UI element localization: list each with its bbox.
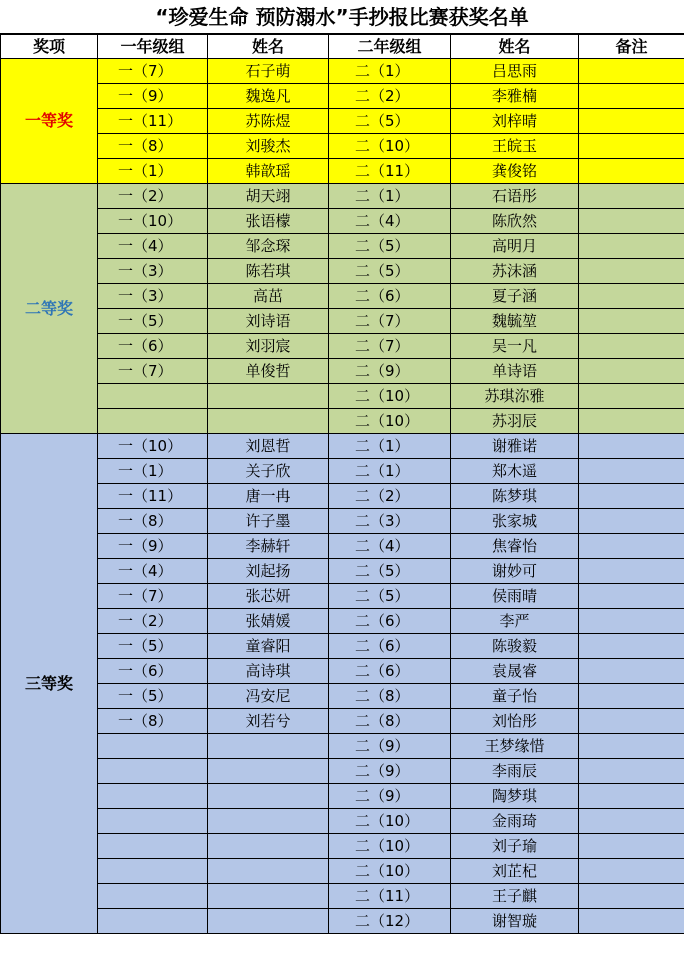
grade1-name-cell[interactable]: 许子墨 [208, 509, 329, 534]
grade1-name-cell[interactable]: 张婧媛 [208, 609, 329, 634]
grade1-class-cell[interactable]: 一（11） [98, 109, 208, 134]
grade1-name-cell[interactable]: 刘骏杰 [208, 134, 329, 159]
grade1-class-cell[interactable]: 一（10） [98, 434, 208, 459]
table-row [1, 684, 684, 709]
grade2-class-cell[interactable]: 二（9） [329, 734, 451, 759]
header-name1[interactable]: 姓名 [208, 35, 329, 59]
grade1-name-cell[interactable] [208, 809, 329, 834]
grade2-name-cell[interactable]: 龚俊铭 [451, 159, 579, 184]
table-row [1, 659, 684, 684]
award-level-cell[interactable]: 三等奖 [1, 434, 98, 934]
grade1-class-cell[interactable]: 一（3） [98, 259, 208, 284]
grade2-class-cell[interactable]: 二（1） [329, 59, 451, 84]
table-row [1, 109, 684, 134]
table-row [1, 159, 684, 184]
grade2-class-cell[interactable]: 二（3） [329, 509, 451, 534]
grade2-class-cell[interactable]: 二（4） [329, 209, 451, 234]
grade1-class-cell[interactable] [98, 859, 208, 884]
grade1-class-cell[interactable] [98, 909, 208, 934]
table-row [1, 709, 684, 734]
grade2-class-cell[interactable]: 二（1） [329, 184, 451, 209]
grade2-class-cell[interactable]: 二（9） [329, 359, 451, 384]
grade1-class-cell[interactable] [98, 384, 208, 409]
grade1-name-cell[interactable] [208, 734, 329, 759]
remark-cell[interactable] [579, 634, 684, 659]
table-row [1, 784, 684, 809]
table-row [1, 334, 684, 359]
remark-cell[interactable] [579, 534, 684, 559]
grade2-class-cell[interactable]: 二（2） [329, 84, 451, 109]
grade1-class-cell[interactable] [98, 809, 208, 834]
grade1-name-cell[interactable]: 刘羽宸 [208, 334, 329, 359]
grade1-class-cell[interactable] [98, 734, 208, 759]
grade1-name-cell[interactable]: 李赫轩 [208, 534, 329, 559]
table-row [1, 184, 684, 209]
table-row [1, 309, 684, 334]
grade1-name-cell[interactable]: 石子萌 [208, 59, 329, 84]
grade2-name-cell[interactable]: 谢雅诺 [451, 434, 579, 459]
remark-cell[interactable] [579, 459, 684, 484]
grade2-class-cell[interactable]: 二（10） [329, 409, 451, 434]
grade1-name-cell[interactable]: 高茁 [208, 284, 329, 309]
grade1-name-cell[interactable]: 高诗琪 [208, 659, 329, 684]
grade1-class-cell[interactable] [98, 759, 208, 784]
remark-cell[interactable] [579, 484, 684, 509]
grade2-name-cell[interactable]: 魏毓堃 [451, 309, 579, 334]
table-row [1, 384, 684, 409]
grade1-name-cell[interactable]: 韩歆瑶 [208, 159, 329, 184]
grade2-name-cell[interactable]: 陶梦琪 [451, 784, 579, 809]
grade2-class-cell[interactable]: 二（2） [329, 484, 451, 509]
grade2-name-cell[interactable]: 王皖玉 [451, 134, 579, 159]
grade1-name-cell[interactable] [208, 884, 329, 909]
grade1-name-cell[interactable]: 童睿阳 [208, 634, 329, 659]
grade1-name-cell[interactable]: 张芯妍 [208, 584, 329, 609]
grade2-name-cell[interactable]: 谢妙可 [451, 559, 579, 584]
grade2-name-cell[interactable]: 刘怡彤 [451, 709, 579, 734]
remark-cell[interactable] [579, 209, 684, 234]
grade2-name-cell[interactable]: 夏子涵 [451, 284, 579, 309]
grade2-name-cell[interactable]: 王梦缘惜 [451, 734, 579, 759]
grade1-name-cell[interactable]: 陈若琪 [208, 259, 329, 284]
grade1-class-cell[interactable]: 一（2） [98, 609, 208, 634]
grade2-class-cell[interactable]: 二（5） [329, 559, 451, 584]
remark-cell[interactable] [579, 334, 684, 359]
grade1-class-cell[interactable]: 一（5） [98, 684, 208, 709]
grade1-class-cell[interactable]: 一（10） [98, 209, 208, 234]
grade1-name-cell[interactable] [208, 834, 329, 859]
grade1-class-cell[interactable]: 一（7） [98, 584, 208, 609]
header-award[interactable]: 奖项 [1, 35, 98, 59]
table-row [1, 884, 684, 909]
grade1-class-cell[interactable]: 一（6） [98, 334, 208, 359]
grade2-class-cell[interactable]: 二（8） [329, 684, 451, 709]
remark-cell[interactable] [579, 409, 684, 434]
table-row [1, 909, 684, 934]
header-row [1, 35, 684, 59]
grade2-name-cell[interactable]: 苏琪沵雅 [451, 384, 579, 409]
remark-cell[interactable] [579, 359, 684, 384]
grade1-name-cell[interactable]: 苏陈煜 [208, 109, 329, 134]
grade2-class-cell[interactable]: 二（5） [329, 584, 451, 609]
remark-cell[interactable] [579, 859, 684, 884]
grade1-class-cell[interactable]: 一（1） [98, 159, 208, 184]
grade2-class-cell[interactable]: 二（6） [329, 659, 451, 684]
grade2-name-cell[interactable]: 李严 [451, 609, 579, 634]
grade1-class-cell[interactable]: 一（8） [98, 509, 208, 534]
header-remark[interactable]: 备注 [579, 35, 684, 59]
grade2-name-cell[interactable]: 苏羽辰 [451, 409, 579, 434]
table-row [1, 359, 684, 384]
grade1-name-cell[interactable]: 邹念琛 [208, 234, 329, 259]
remark-cell[interactable] [579, 509, 684, 534]
grade1-name-cell[interactable]: 胡天翊 [208, 184, 329, 209]
grade2-class-cell[interactable]: 二（5） [329, 109, 451, 134]
grade1-name-cell[interactable] [208, 759, 329, 784]
award-table [0, 34, 684, 934]
grade2-name-cell[interactable]: 苏沫涵 [451, 259, 579, 284]
remark-cell[interactable] [579, 434, 684, 459]
grade2-class-cell[interactable]: 二（6） [329, 284, 451, 309]
grade2-name-cell[interactable]: 金雨琦 [451, 809, 579, 834]
grade2-class-cell[interactable]: 二（11） [329, 159, 451, 184]
grade1-name-cell[interactable]: 单俊哲 [208, 359, 329, 384]
grade1-class-cell[interactable] [98, 884, 208, 909]
remark-cell[interactable] [579, 784, 684, 809]
grade2-name-cell[interactable]: 袁晟睿 [451, 659, 579, 684]
table-row [1, 259, 684, 284]
grade1-name-cell[interactable] [208, 859, 329, 884]
grade1-name-cell[interactable]: 关子欣 [208, 459, 329, 484]
grade2-name-cell[interactable]: 焦睿怡 [451, 534, 579, 559]
remark-cell[interactable] [579, 309, 684, 334]
grade2-class-cell[interactable]: 二（8） [329, 709, 451, 734]
grade2-class-cell[interactable]: 二（5） [329, 259, 451, 284]
grade1-class-cell[interactable]: 一（4） [98, 234, 208, 259]
remark-cell[interactable] [579, 684, 684, 709]
award-level-cell[interactable]: 二等奖 [1, 184, 98, 434]
grade1-class-cell[interactable]: 一（8） [98, 134, 208, 159]
table-row [1, 734, 684, 759]
table-row [1, 634, 684, 659]
grade2-class-cell[interactable]: 二（1） [329, 459, 451, 484]
grade1-name-cell[interactable] [208, 384, 329, 409]
table-body [1, 59, 684, 934]
grade2-name-cell[interactable]: 单诗语 [451, 359, 579, 384]
grade2-class-cell[interactable]: 二（9） [329, 759, 451, 784]
remark-cell[interactable] [579, 659, 684, 684]
grade2-class-cell[interactable]: 二（7） [329, 309, 451, 334]
grade1-class-cell[interactable]: 一（9） [98, 84, 208, 109]
grade2-class-cell[interactable]: 二（10） [329, 384, 451, 409]
page-title: “珍爱生命 预防溺水”手抄报比赛获奖名单 [0, 0, 684, 34]
remark-cell[interactable] [579, 159, 684, 184]
grade1-class-cell[interactable]: 一（2） [98, 184, 208, 209]
grade2-name-cell[interactable]: 侯雨晴 [451, 584, 579, 609]
table-row [1, 234, 684, 259]
header-grade1[interactable]: 一年级组 [98, 35, 208, 59]
grade2-name-cell[interactable]: 张家城 [451, 509, 579, 534]
grade1-name-cell[interactable]: 唐一冉 [208, 484, 329, 509]
grade2-class-cell[interactable]: 二（12） [329, 909, 451, 934]
grade2-class-cell[interactable]: 二（6） [329, 609, 451, 634]
table-row [1, 609, 684, 634]
remark-cell[interactable] [579, 809, 684, 834]
grade2-class-cell[interactable]: 二（1） [329, 434, 451, 459]
remark-cell[interactable] [579, 884, 684, 909]
grade1-class-cell[interactable]: 一（1） [98, 459, 208, 484]
grade1-name-cell[interactable]: 刘恩哲 [208, 434, 329, 459]
table-row [1, 809, 684, 834]
grade1-name-cell[interactable]: 刘诗语 [208, 309, 329, 334]
grade1-name-cell[interactable] [208, 784, 329, 809]
grade1-name-cell[interactable] [208, 909, 329, 934]
grade1-name-cell[interactable]: 刘若兮 [208, 709, 329, 734]
grade2-class-cell[interactable]: 二（4） [329, 534, 451, 559]
table-row [1, 484, 684, 509]
table-row [1, 59, 684, 84]
grade2-name-cell[interactable]: 刘芷杞 [451, 859, 579, 884]
grade1-class-cell[interactable]: 一（4） [98, 559, 208, 584]
grade2-class-cell[interactable]: 二（10） [329, 134, 451, 159]
remark-cell[interactable] [579, 609, 684, 634]
grade2-name-cell[interactable]: 李雅楠 [451, 84, 579, 109]
header-name2[interactable]: 姓名 [451, 35, 579, 59]
table-row [1, 759, 684, 784]
grade2-name-cell[interactable]: 吴一凡 [451, 334, 579, 359]
remark-cell[interactable] [579, 759, 684, 784]
grade2-name-cell[interactable]: 刘子瑜 [451, 834, 579, 859]
table-row [1, 134, 684, 159]
grade1-class-cell[interactable]: 一（7） [98, 59, 208, 84]
grade1-class-cell[interactable] [98, 834, 208, 859]
table-row [1, 209, 684, 234]
grade1-name-cell[interactable]: 魏逸凡 [208, 84, 329, 109]
grade2-class-cell[interactable]: 二（9） [329, 784, 451, 809]
grade2-name-cell[interactable]: 高明月 [451, 234, 579, 259]
remark-cell[interactable] [579, 384, 684, 409]
grade2-name-cell[interactable]: 郑木遥 [451, 459, 579, 484]
remark-cell[interactable] [579, 284, 684, 309]
table-row [1, 534, 684, 559]
table-row [1, 459, 684, 484]
grade2-class-cell[interactable]: 二（10） [329, 809, 451, 834]
remark-cell[interactable] [579, 184, 684, 209]
remark-cell[interactable] [579, 734, 684, 759]
grade1-class-cell[interactable]: 一（7） [98, 359, 208, 384]
grade2-name-cell[interactable]: 陈梦琪 [451, 484, 579, 509]
grade1-class-cell[interactable]: 一（5） [98, 309, 208, 334]
remark-cell[interactable] [579, 709, 684, 734]
grade2-class-cell[interactable]: 二（7） [329, 334, 451, 359]
grade2-name-cell[interactable]: 陈骏毅 [451, 634, 579, 659]
remark-cell[interactable] [579, 59, 684, 84]
grade1-class-cell[interactable]: 一（9） [98, 534, 208, 559]
grade1-name-cell[interactable]: 刘起扬 [208, 559, 329, 584]
grade2-class-cell[interactable]: 二（6） [329, 634, 451, 659]
grade2-class-cell[interactable]: 二（5） [329, 234, 451, 259]
grade2-class-cell[interactable]: 二（10） [329, 859, 451, 884]
grade1-class-cell[interactable]: 一（11） [98, 484, 208, 509]
remark-cell[interactable] [579, 84, 684, 109]
grade1-class-cell[interactable]: 一（5） [98, 634, 208, 659]
grade2-class-cell[interactable]: 二（10） [329, 834, 451, 859]
grade2-name-cell[interactable]: 李雨辰 [451, 759, 579, 784]
remark-cell[interactable] [579, 909, 684, 934]
grade2-name-cell[interactable]: 刘梓晴 [451, 109, 579, 134]
grade2-name-cell[interactable]: 谢智璇 [451, 909, 579, 934]
grade1-class-cell[interactable]: 一（6） [98, 659, 208, 684]
remark-cell[interactable] [579, 559, 684, 584]
remark-cell[interactable] [579, 259, 684, 284]
grade1-name-cell[interactable] [208, 409, 329, 434]
grade2-name-cell[interactable]: 王子麒 [451, 884, 579, 909]
grade1-name-cell[interactable]: 冯安尼 [208, 684, 329, 709]
grade2-name-cell[interactable]: 陈欣然 [451, 209, 579, 234]
remark-cell[interactable] [579, 584, 684, 609]
grade2-class-cell[interactable]: 二（11） [329, 884, 451, 909]
remark-cell[interactable] [579, 134, 684, 159]
table-row [1, 559, 684, 584]
header-grade2[interactable]: 二年级组 [329, 35, 451, 59]
table-row [1, 834, 684, 859]
grade2-name-cell[interactable]: 童子怡 [451, 684, 579, 709]
remark-cell[interactable] [579, 234, 684, 259]
remark-cell[interactable] [579, 109, 684, 134]
grade2-name-cell[interactable]: 石语彤 [451, 184, 579, 209]
table-row [1, 509, 684, 534]
grade2-name-cell[interactable]: 吕思雨 [451, 59, 579, 84]
table-row [1, 284, 684, 309]
grade1-class-cell[interactable] [98, 784, 208, 809]
grade1-class-cell[interactable]: 一（8） [98, 709, 208, 734]
award-level-cell[interactable]: 一等奖 [1, 59, 98, 184]
grade1-class-cell[interactable] [98, 409, 208, 434]
grade1-class-cell[interactable]: 一（3） [98, 284, 208, 309]
remark-cell[interactable] [579, 834, 684, 859]
table-row [1, 859, 684, 884]
table-row [1, 84, 684, 109]
table-row [1, 409, 684, 434]
grade1-name-cell[interactable]: 张语檬 [208, 209, 329, 234]
table-row [1, 434, 684, 459]
table-row [1, 584, 684, 609]
